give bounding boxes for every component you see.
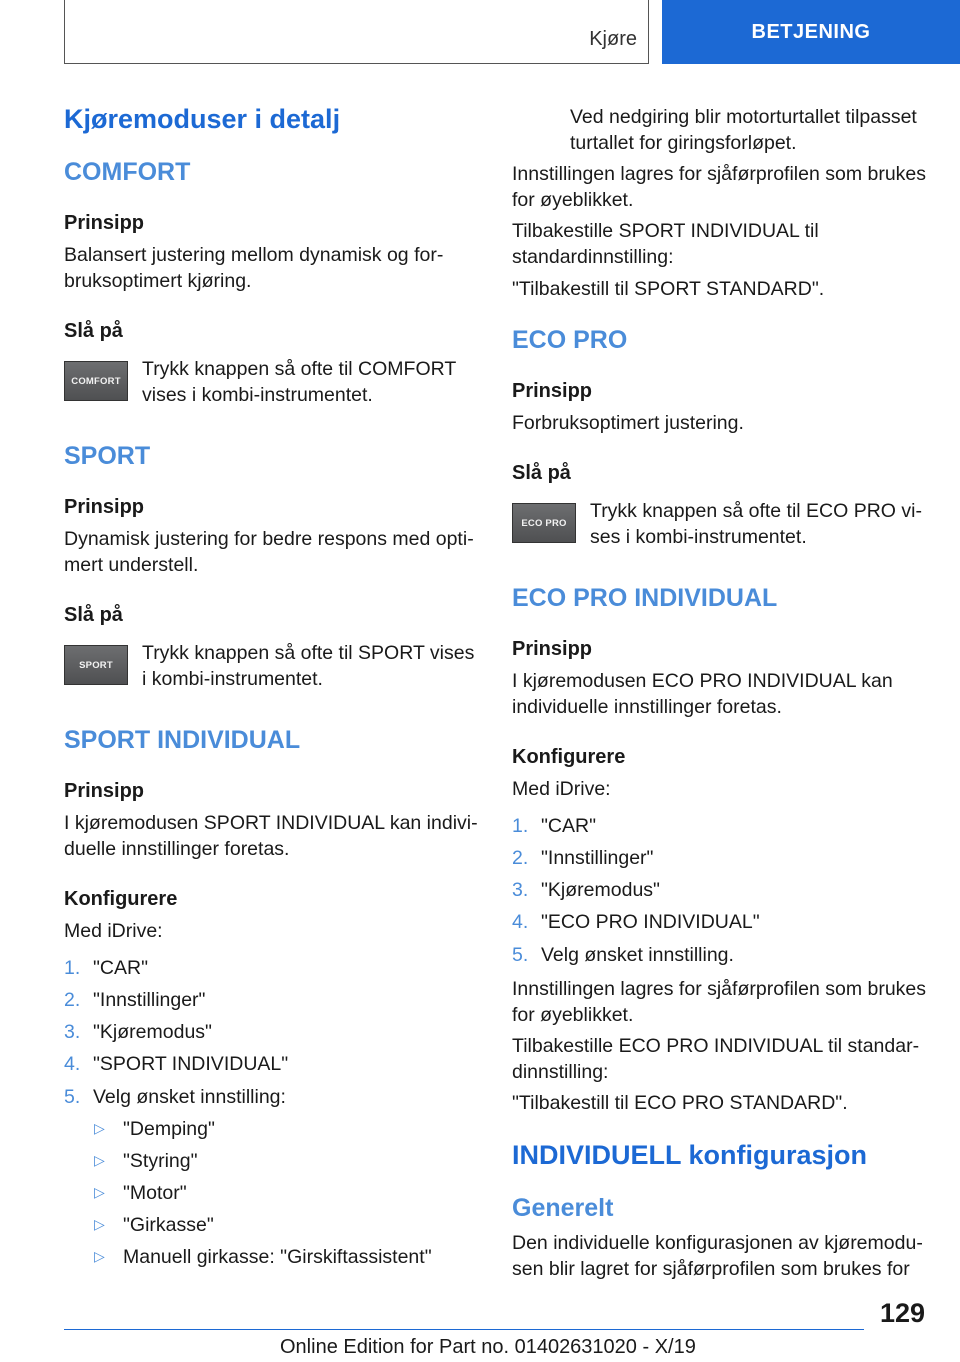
header-section: Kjøre [589,28,637,50]
sport-principle-heading: Prinsipp [64,496,145,518]
comfort-on-heading: Slå på [64,320,123,342]
sport-on-text: Trykk knappen så ofte til SPORT vises i kombi-instrumentet. [142,642,475,690]
comfort-on-text: Trykk knappen så ofte til COMFORT vises i kombi-instrumentet. [142,358,456,406]
ecopro-reset-command: "Tilbakestill til ECO PRO STANDARD". [512,1092,848,1114]
ecopro-reset-note: Tilbakestille ECO PRO INDIVIDUAL til standardinnstilling: [512,1035,920,1083]
ecopro-heading: ECO PRO [512,326,628,354]
ecopro-on-text: Trykk knappen så ofte til ECO PRO vises i kombi-instrumentet. [590,500,922,548]
header-chapter-tab[interactable]: BETJENING [662,0,960,64]
header-box [64,0,649,64]
ecopro-principle-text: Forbruksoptimert justering. [512,412,744,434]
sport-individual-config-intro: Med iDrive: [64,920,163,942]
sport-principle-text: Dynamisk justering for bedre respons med optimert understell. [64,528,474,576]
downshift-note: Ved nedgiring blir motorturtallet tilpasset turtallet for giringsforløpet. [570,106,917,154]
general-heading: Generelt [512,1194,614,1222]
ecopro-on-heading: Slå på [512,462,571,484]
ecopro-individual-config-intro: Med iDrive: [512,778,611,800]
ecopro-save-note: Innstillingen lagres for sjåførprofilen som brukes for øyeblikket. [512,978,927,1026]
sport-on-heading: Slå på [64,604,123,626]
ecopro-button-image: ECO PRO [512,503,576,543]
comfort-heading: COMFORT [64,158,191,186]
ecopro-principle-heading: Prinsipp [512,380,593,402]
ecopro-individual-config-heading: Konfigurere [512,746,626,768]
triangle-bullet-icon: ▷ [94,1120,105,1136]
footer-edition: Online Edition for Part no. 01402631020 - X/19 [280,1336,696,1358]
ecopro-individual-principle-heading: Prinsipp [512,638,593,660]
ecopro-individual-principle-text: I kjøremodusen ECO PRO INDIVIDUAL kan individuelle innstillinger foretas. [512,670,893,718]
triangle-bullet-icon: ▷ [94,1216,105,1232]
triangle-bullet-icon: ▷ [94,1248,105,1264]
individual-config-heading: INDIVIDUELL konfigurasjon [512,1140,868,1170]
sport-individual-config-heading: Konfigurere [64,888,178,910]
sport-button-image: SPORT [64,645,128,685]
general-text: Den individuelle konfigurasjonen av kjøremodusen blir lagret for sjåførprofilen som brukes for [512,1232,923,1280]
triangle-bullet-icon: ▷ [94,1184,105,1200]
reset-note: Tilbakestille SPORT INDIVIDUAL til standardinnstilling: [512,220,819,268]
save-note: Innstillingen lagres for sjåførprofilen som brukes for øyeblikket. [512,163,927,211]
triangle-bullet-icon: ▷ [94,1152,105,1168]
reset-command: "Tilbakestill til SPORT STANDARD". [512,278,825,300]
sport-individual-principle-heading: Prinsipp [64,780,145,802]
comfort-button-image: COMFORT [64,361,128,401]
page-number: 129 [880,1298,926,1328]
sport-individual-heading: SPORT INDIVIDUAL [64,726,301,754]
page-title: Kjøremoduser i detalj [64,104,341,134]
comfort-principle-text: Balansert justering mellom dynamisk og forbruksoptimert kjøring. [64,244,444,292]
comfort-principle-heading: Prinsipp [64,212,145,234]
sport-heading: SPORT [64,442,151,470]
ecopro-individual-heading: ECO PRO INDIVIDUAL [512,584,778,612]
footer-divider [64,1329,864,1330]
sport-individual-principle-text: I kjøremodusen SPORT INDIVIDUAL kan individuelle innstillinger foretas. [64,812,478,860]
